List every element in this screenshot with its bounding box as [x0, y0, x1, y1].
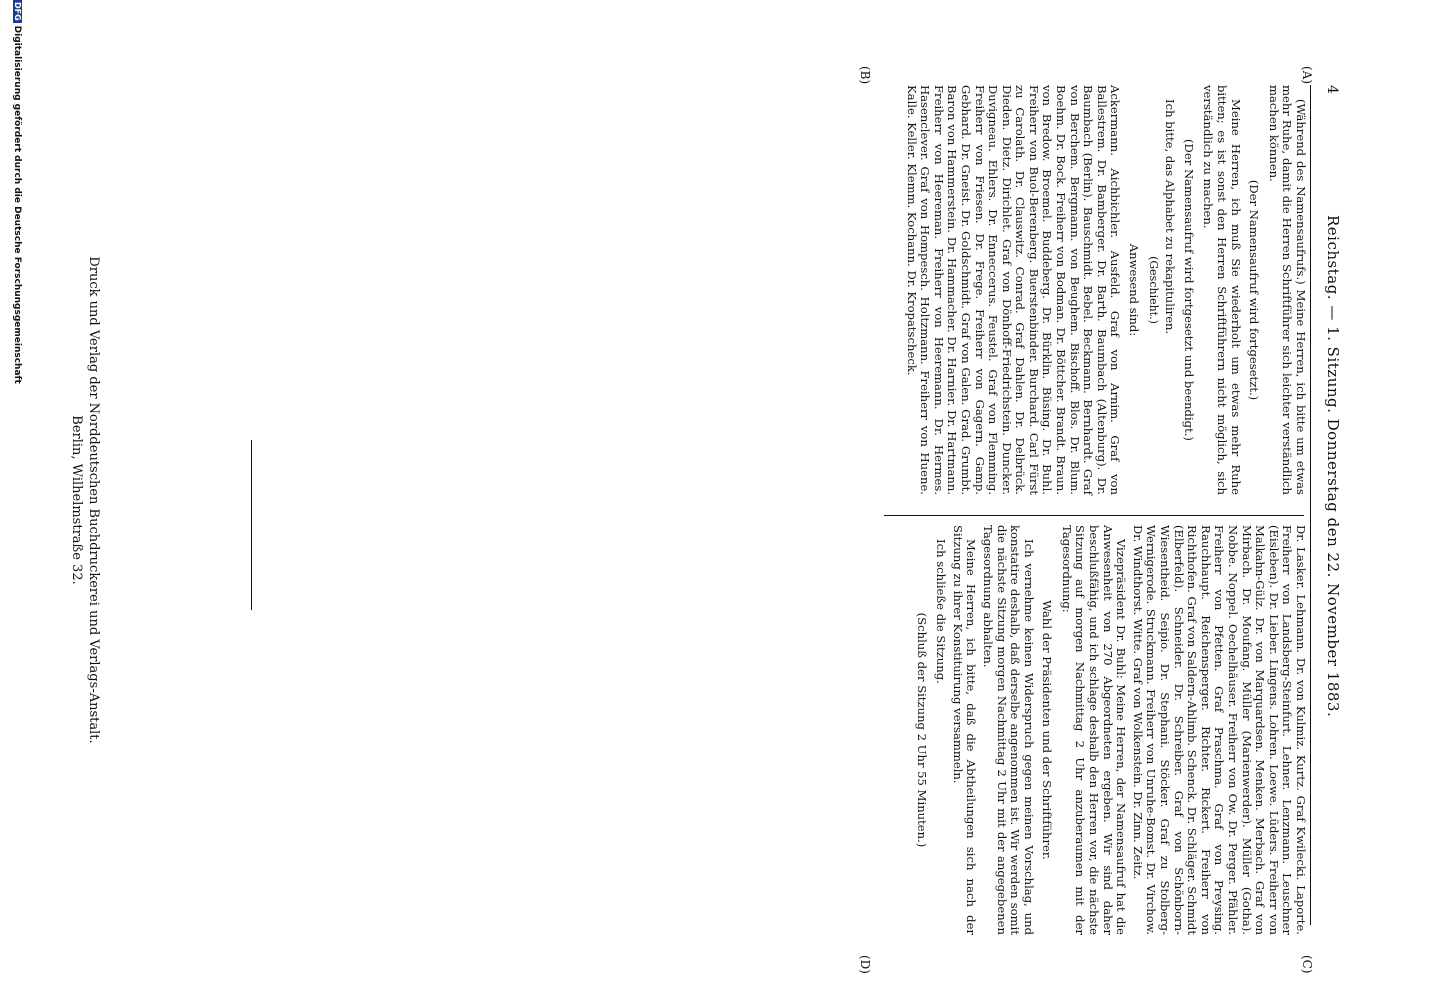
session-end-note: (Schluß der Sitzung 2 Uhr 55 Minuten.) [914, 612, 929, 848]
left-column [901, 85, 1307, 495]
imprint [68, 80, 102, 920]
margin-mark-d: (D) [858, 955, 872, 974]
page-number: 4 [1324, 85, 1340, 94]
margin-mark-c: (C) [1300, 955, 1314, 974]
president-announcement: Vizepräsident Dr. Buhl: Meine Herren, der Namensaufruf hat die Anwesenheit von 270 Abgeordneten ergeben. Wir sind daher beschlußfähig, und ich schlage deshalb den Herren vor, die nächste Sitzung auf morgen Nachmittag 2 Uhr anzuberaumen mit der Tagesordnung: [1059, 525, 1129, 935]
procedural-note: (Der Namensaufruf wird fortgesetzt.) [1247, 179, 1262, 401]
present-list-continued: Dr. Lasker. Lehmann. Dr. von Kulmiz. Kurtz. Graf Kwilecki. Laporte. Freiherr von Landsberg-Steinfurt. Lehner. Lenzmann. Leuschner (Eisleben). Dr. Lieber. Lingens. Lohren. Loewe. Lüders. Freiherr von Malkahn-Gülz. Dr. von Marquardsen. Menken. Merbach. Graf von Mirbach. Dr. Moufang. Müller (Marienwerder). Müller (Gotha). Nobbe. Noppel. Oechelhäuser. Freiherr von Ow. Dr. Perger. Pfähler. Freiherr von Pfetten. Graf Praschma. Graf von Preysing. Rauchhaupt. Reichensperger. Richter. Rickert. Freiherr von Richthofen. Graf von Saldern-Ahlimb. Schenck. Dr. Schläger. Schmidt (Elberfeld). Schneider. Dr. Schreiber. Graf von Schönborn-Wiesentheid. Seipio. Dr. Stephani. Stöcker. Graf zu Stolberg-Wernigerode. Struckmann. Freiherr von Unruhe-Bomst. Dr. Virchow. Dr. Windthorst. Witte. Graf von Wolkenstein. Dr. Zinn. Zeitz. [1130, 525, 1308, 935]
running-head: Reichstag. — 1. Sitzung. Donnerstag den 22. November 1883. [1324, 215, 1342, 718]
scan-artifact-line [251, 440, 252, 610]
right-column [909, 525, 1307, 935]
dfg-logo: DFG [13, 2, 22, 21]
present-list: Ackermann. Aichbichler. Ausfeld. Graf von Arnim. Graf von Ballestrem. Dr. Bamberger. Dr. Barth. Baumbach (Altenburg). Dr. Baumbach (Berlin). Bauschmidt. Bebel. Beckmann. Bernhardt. Graf von Berchem. Bergmann. von Beughem. Bischoff. Blos. Dr. Blum. Boehm. Dr. Bock. Freiherr von Bodman. Dr. Böttcher. Brandt. Braun. von Bredow. Broemel. Buddeberg. Dr. Bürklin. Büsing. Dr. Buhl. Freiherr von Buol-Berenberg. Buerstenbinder. Burchard. Carl Fürst zu Carolath. Dr. Clauswitz. Conrad. Graf Dahlen. Dr. Delbrück. Dieden. Dietz. Dirichlet. Graf von Dönhoff-Friedrichstein. Duncker. Duvigneau. Ehlers. Dr. Enneccerus. Feustel. Graf von Flemming. Freiherr von Friesen. Dr. Frege. Freiherr von Gagern. Gamp. Gebhard. Dr. Gneist. Dr. Goldschmidt. Graf von Galen. Grad. Grumbt. Baron von Hammerstein. Dr. Hammacher. Dr. Harnier. Dr. Hartmann. Freiherr von Heereman. Freiherr von Heeremann. Dr. Hermes. Hasenclever. Graf von Hompesch. Holtzmann. Freiherr von Huene. Kalle. Keller. Klemm. Kochann. Dr. Kropatscheck. [904, 85, 1123, 495]
digitization-credit [12, 0, 22, 1000]
closing-statement: Ich schließe die Sitzung. [934, 539, 949, 684]
page-header [1310, 85, 1344, 925]
column-divider [884, 515, 1304, 516]
procedural-note: (Der Namensaufruf wird fortgesetzt und beendigt.) [1181, 139, 1196, 441]
body-paragraph: Meine Herren, ich muß Sie wiederholt um etwas mehr Ruhe bitten; es ist sonst den Herren Schriftführern nicht möglich, sich verständlich zu machen. [1201, 85, 1243, 495]
body-paragraph: Meine Herren, ich bitte, daß die Abtheilungen sich nach der Sitzung zu ihrer Konstituirung versammeln. [950, 525, 979, 935]
header-rule [1310, 85, 1311, 925]
procedural-note: (Geschieht.) [1146, 256, 1160, 324]
body-paragraph: Ich vernehme keinen Widerspruch gegen meinen Vorschlag, und konstatire deshalb, daß derselbe angenommen ist. Wir werden somit die nächste Sitzung morgen Nachmittag 2 Uhr mit der angegebenen Tagesordnung abhalten. [980, 525, 1036, 935]
margin-mark-a: (A) [1300, 66, 1314, 85]
imprint-line: Berlin, Wilhelmstraße 32. [69, 415, 84, 585]
body-paragraph: Ich bitte, das Alphabet zu rekapituliren. [1163, 99, 1178, 335]
agenda-heading: Wahl der Präsidenten und der Schriftführer. [1040, 600, 1055, 860]
body-paragraph: (Während des Namensaufrufs.) Meine Herren, ich bitte um etwas mehr Ruhe, damit die Herren Schriftführer sich leichter verständlich machen können. [1266, 85, 1308, 495]
present-heading: Anwesend sind: [1127, 243, 1142, 337]
imprint-line: Druck und Verlag der Norddeutschen Buchdruckerei und Verlags-Anstalt. [86, 256, 101, 744]
margin-mark-b: (B) [858, 66, 872, 85]
credit-text: Digitalisierung gefördert durch die Deutsche Forschungsgemeinschaft [12, 25, 22, 384]
